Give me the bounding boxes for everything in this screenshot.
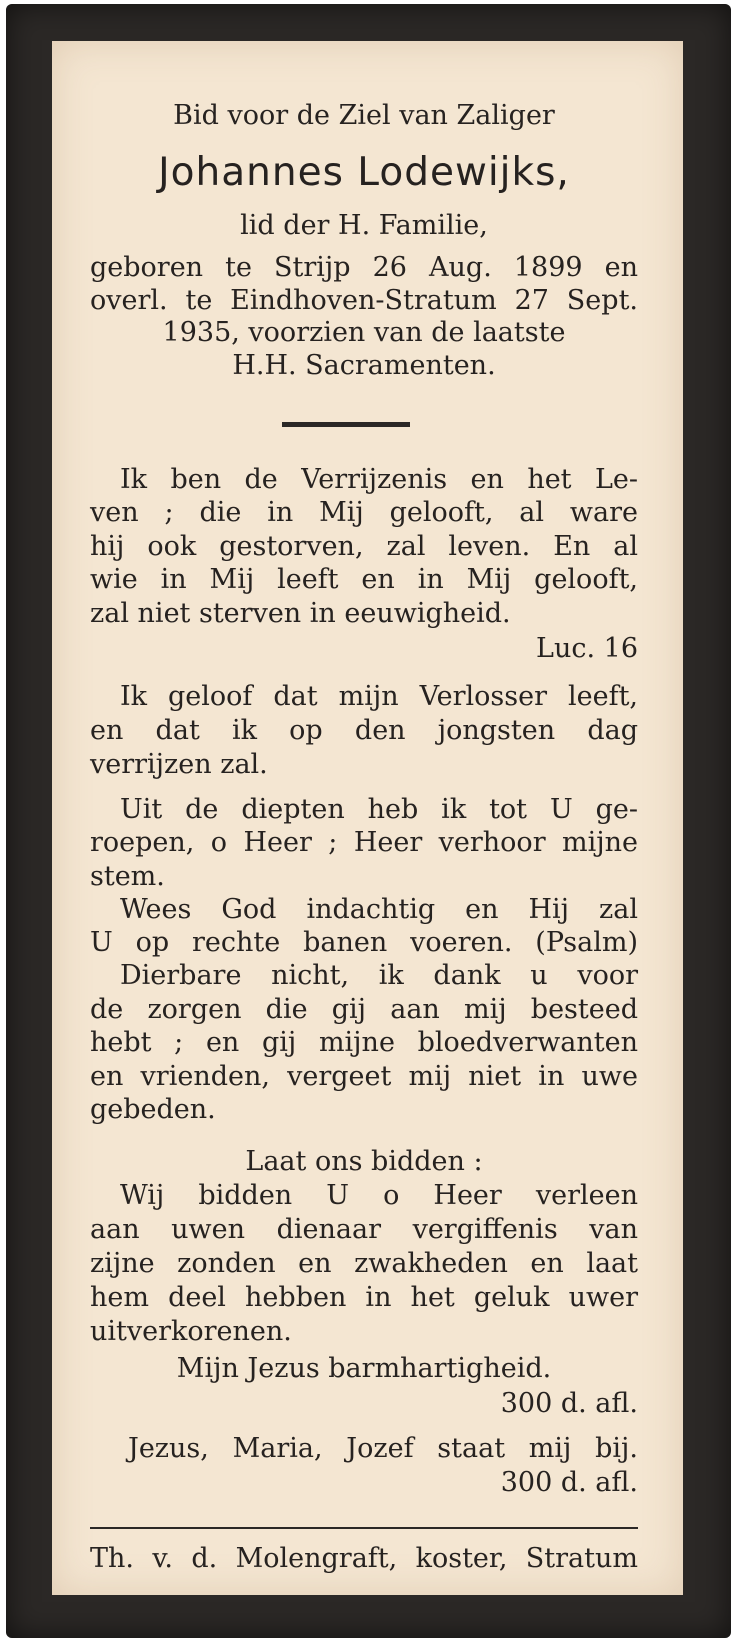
verse3-line: gebeden. [90,1094,216,1125]
ejaculation-text: Mijn Jezus barmhartigheid. [176,1353,552,1384]
prayer-line: aan uwen dienaar vergiffenis van [90,1214,638,1245]
indulgence-note: 300 d. afl. [500,1388,638,1419]
header-invocation: Bid voor de Ziel van Zaliger [173,100,555,131]
verse3-line: Wees God indachtig en Hij zal [120,894,638,925]
indulgence-note: 300 d. afl. [500,1467,638,1498]
verse1-source: Luc. 16 [536,633,638,664]
ejaculation-text: Jezus, Maria, Jozef staat mij bij. [128,1433,638,1464]
verse3-line: roepen, o Heer ; Heer verhoor mijne [90,827,638,858]
verse2-line: verrijzen zal. [90,749,268,780]
verse2-line: Ik geloof dat mijn Verlosser leeft, [120,681,638,712]
header-sacraments-2: H.H. Sacramenten. [232,350,496,381]
verse1-line: Ik ben de Verrijzenis en het Le- [120,464,638,495]
prayer-line: Wij bidden U o Heer verleen [120,1180,638,1211]
verse1-line: hij ook gestorven, zal leven. En al [90,531,638,562]
verse3-line: stem. [90,861,165,892]
printer-credit: Th. v. d. Molengraft, koster, Stratum [90,1543,638,1574]
footer-divider [90,1527,638,1529]
verse3-line: U op rechte banen voeren. (Psalm) [90,927,638,958]
verse3-line: en vrienden, vergeet mij niet in uwe [90,1061,638,1092]
verse3-line: hebt ; en gij mijne bloedverwanten [90,1027,638,1058]
prayer-line: hem deel hebben in het geluk uwer [90,1282,638,1313]
verse1-line: zal niet sterven in eeuwigheid. [90,598,511,629]
verse2-line: en dat ik op den jongsten dag [90,715,638,746]
verse3-line: Dierbare nicht, ik dank u voor [120,960,638,991]
header-birth: geboren te Strijp 26 Aug. 1899 en [90,252,638,283]
prayer-line: zijne zonden en zwakheden en laat [90,1248,638,1279]
header-death: overl. te Eindhoven-Stratum 27 Sept. [90,285,638,316]
prayer-heading: Laat ons bidden : [245,1146,483,1177]
prayer-line: uitverkorenen. [90,1316,292,1347]
verse1-line: wie in Mij leeft en in Mij gelooft, [90,564,638,595]
header-membership: lid der H. Familie, [240,210,488,241]
header-sacraments-1: 1935, voorzien van de laatste [162,317,566,348]
header-divider [282,422,410,427]
verse3-line: Uit de diepten heb ik tot U ge- [120,794,638,825]
verse3-line: de zorgen die gij aan mij besteed [90,994,638,1025]
deceased-name: Johannes Lodewijks, [158,150,570,195]
verse1-line: ven ; die in Mij gelooft, al ware [90,497,638,528]
